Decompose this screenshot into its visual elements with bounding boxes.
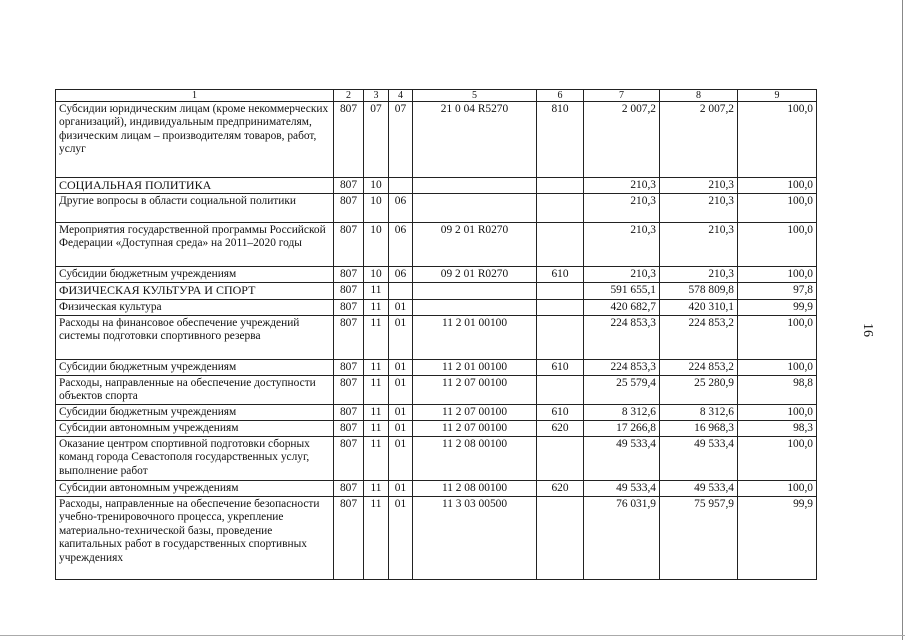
expense-type-cell — [537, 376, 584, 405]
table-row — [56, 267, 817, 283]
table-row — [56, 421, 817, 437]
ministry-code-cell: 807 — [334, 376, 364, 405]
row-name-cell: ФИЗИЧЕСКАЯ КУЛЬТУРА И СПОРТ — [56, 283, 334, 300]
target-article-cell: 09 2 01 R0270 — [413, 267, 537, 283]
section-code-cell: 11 — [364, 405, 389, 421]
planned-amount-cell: 49 533,4 — [584, 481, 660, 497]
executed-amount-cell: 2 007,2 — [660, 102, 738, 178]
execution-percent-cell: 99,9 — [738, 300, 817, 316]
section-code-cell: 10 — [364, 223, 389, 267]
execution-percent-cell: 100,0 — [738, 316, 817, 360]
execution-percent-cell: 100,0 — [738, 223, 817, 267]
budget-table — [55, 89, 817, 580]
table-row — [56, 405, 817, 421]
ministry-code-cell: 807 — [334, 421, 364, 437]
executed-amount-cell: 210,3 — [660, 267, 738, 283]
planned-amount-cell: 224 853,3 — [584, 360, 660, 376]
section-code-cell: 11 — [364, 421, 389, 437]
page-number: 16 — [860, 323, 875, 337]
executed-amount-cell: 210,3 — [660, 178, 738, 194]
table-row — [56, 316, 817, 360]
target-article-cell: 11 2 07 00100 — [413, 421, 537, 437]
executed-amount-cell: 49 533,4 — [660, 437, 738, 481]
subsection-code-cell: 06 — [389, 267, 413, 283]
table-row — [56, 102, 817, 178]
row-name-cell: Другие вопросы в области социальной политики — [56, 194, 334, 223]
subsection-code-cell: 01 — [389, 360, 413, 376]
table-row — [56, 194, 817, 223]
planned-amount-cell: 210,3 — [584, 267, 660, 283]
planned-amount-cell: 224 853,3 — [584, 316, 660, 360]
row-name-cell: Субсидии бюджетным учреждениям — [56, 405, 334, 421]
target-article-cell — [413, 300, 537, 316]
executed-amount-cell: 420 310,1 — [660, 300, 738, 316]
subsection-code-cell: 06 — [389, 223, 413, 267]
executed-amount-cell: 224 853,2 — [660, 360, 738, 376]
execution-percent-cell: 100,0 — [738, 194, 817, 223]
table-row — [56, 376, 817, 405]
ministry-code-cell: 807 — [334, 267, 364, 283]
section-code-cell: 10 — [364, 194, 389, 223]
section-code-cell: 10 — [364, 178, 389, 194]
row-name-cell: Расходы, направленные на обеспечение доступности объектов спорта — [56, 376, 334, 405]
expense-type-cell — [537, 497, 584, 580]
row-name-cell: Субсидии автономным учреждениям — [56, 481, 334, 497]
executed-amount-cell: 49 533,4 — [660, 481, 738, 497]
ministry-code-cell: 807 — [334, 283, 364, 300]
execution-percent-cell: 100,0 — [738, 178, 817, 194]
table-row — [56, 360, 817, 376]
table-row — [56, 178, 817, 194]
expense-type-cell: 620 — [537, 421, 584, 437]
execution-percent-cell: 97,8 — [738, 283, 817, 300]
execution-percent-cell: 100,0 — [738, 405, 817, 421]
ministry-code-cell: 807 — [334, 437, 364, 481]
subsection-code-cell: 01 — [389, 421, 413, 437]
target-article-cell: 11 2 08 00100 — [413, 437, 537, 481]
row-name-cell: Субсидии бюджетным учреждениям — [56, 360, 334, 376]
page-edge-bottom — [0, 635, 905, 636]
target-article-cell: 11 2 07 00100 — [413, 376, 537, 405]
section-code-cell: 10 — [364, 267, 389, 283]
row-name-cell: Субсидии автономным учреждениям — [56, 421, 334, 437]
execution-percent-cell: 98,8 — [738, 376, 817, 405]
table-row — [56, 437, 817, 481]
planned-amount-cell: 210,3 — [584, 178, 660, 194]
section-code-cell: 11 — [364, 497, 389, 580]
ministry-code-cell: 807 — [334, 102, 364, 178]
subsection-code-cell: 01 — [389, 437, 413, 481]
section-code-cell: 11 — [364, 300, 389, 316]
section-code-cell: 11 — [364, 283, 389, 300]
executed-amount-cell: 16 968,3 — [660, 421, 738, 437]
planned-amount-cell: 591 655,1 — [584, 283, 660, 300]
expense-type-cell — [537, 223, 584, 267]
planned-amount-cell: 25 579,4 — [584, 376, 660, 405]
table-row — [56, 497, 817, 580]
column-number-cell: 2 — [334, 90, 364, 102]
row-name-cell: Субсидии юридическим лицам (кроме некоммерческих организаций), индивидуальным предпринимателям, физическим лицам – производителям товаров, работ, услуг — [56, 102, 334, 178]
expense-type-cell: 620 — [537, 481, 584, 497]
column-number-cell: 8 — [660, 90, 738, 102]
executed-amount-cell: 210,3 — [660, 194, 738, 223]
execution-percent-cell: 98,3 — [738, 421, 817, 437]
subsection-code-cell: 06 — [389, 194, 413, 223]
executed-amount-cell: 210,3 — [660, 223, 738, 267]
target-article-cell — [413, 283, 537, 300]
planned-amount-cell: 76 031,9 — [584, 497, 660, 580]
target-article-cell: 11 2 01 00100 — [413, 316, 537, 360]
section-code-cell: 11 — [364, 360, 389, 376]
target-article-cell — [413, 178, 537, 194]
subsection-code-cell: 01 — [389, 497, 413, 580]
section-code-cell: 11 — [364, 481, 389, 497]
target-article-cell: 21 0 04 R5270 — [413, 102, 537, 178]
table-row — [56, 481, 817, 497]
column-number-cell: 9 — [738, 90, 817, 102]
executed-amount-cell: 75 957,9 — [660, 497, 738, 580]
ministry-code-cell: 807 — [334, 316, 364, 360]
row-name-cell: Субсидии бюджетным учреждениям — [56, 267, 334, 283]
ministry-code-cell: 807 — [334, 194, 364, 223]
expense-type-cell: 610 — [537, 405, 584, 421]
executed-amount-cell: 224 853,2 — [660, 316, 738, 360]
expense-type-cell: 810 — [537, 102, 584, 178]
ministry-code-cell: 807 — [334, 178, 364, 194]
expense-type-cell: 610 — [537, 267, 584, 283]
subsection-code-cell: 01 — [389, 316, 413, 360]
table-row — [56, 223, 817, 267]
column-number-row — [56, 90, 817, 102]
ministry-code-cell: 807 — [334, 360, 364, 376]
execution-percent-cell: 100,0 — [738, 360, 817, 376]
column-number-cell: 7 — [584, 90, 660, 102]
section-code-cell: 11 — [364, 316, 389, 360]
subsection-code-cell — [389, 178, 413, 194]
section-code-cell: 07 — [364, 102, 389, 178]
subsection-code-cell: 01 — [389, 300, 413, 316]
subsection-code-cell — [389, 283, 413, 300]
planned-amount-cell: 49 533,4 — [584, 437, 660, 481]
ministry-code-cell: 807 — [334, 497, 364, 580]
ministry-code-cell: 807 — [334, 223, 364, 267]
row-name-cell: Оказание центром спортивной подготовки сборных команд города Севастополя государственных услуг, выполнение работ — [56, 437, 334, 481]
target-article-cell: 11 2 01 00100 — [413, 360, 537, 376]
expense-type-cell — [537, 194, 584, 223]
target-article-cell: 11 2 07 00100 — [413, 405, 537, 421]
expense-type-cell — [537, 178, 584, 194]
planned-amount-cell: 210,3 — [584, 223, 660, 267]
planned-amount-cell: 420 682,7 — [584, 300, 660, 316]
row-name-cell: Расходы, направленные на обеспечение безопасности учебно-тренировочного процесса, укрепление материально-технической базы, проведение капитальных работ в государственных спортивных учреждениях — [56, 497, 334, 580]
execution-percent-cell: 100,0 — [738, 481, 817, 497]
expense-type-cell — [537, 437, 584, 481]
planned-amount-cell: 2 007,2 — [584, 102, 660, 178]
subsection-code-cell: 01 — [389, 481, 413, 497]
execution-percent-cell: 100,0 — [738, 102, 817, 178]
section-code-cell: 11 — [364, 376, 389, 405]
ministry-code-cell: 807 — [334, 481, 364, 497]
subsection-code-cell: 01 — [389, 405, 413, 421]
ministry-code-cell: 807 — [334, 405, 364, 421]
target-article-cell: 11 3 03 00500 — [413, 497, 537, 580]
execution-percent-cell: 100,0 — [738, 267, 817, 283]
execution-percent-cell: 100,0 — [738, 437, 817, 481]
target-article-cell: 11 2 08 00100 — [413, 481, 537, 497]
execution-percent-cell: 99,9 — [738, 497, 817, 580]
subsection-code-cell: 01 — [389, 376, 413, 405]
row-name-cell: Физическая культура — [56, 300, 334, 316]
section-code-cell: 11 — [364, 437, 389, 481]
planned-amount-cell: 210,3 — [584, 194, 660, 223]
planned-amount-cell: 8 312,6 — [584, 405, 660, 421]
row-name-cell: СОЦИАЛЬНАЯ ПОЛИТИКА — [56, 178, 334, 194]
row-name-cell: Расходы на финансовое обеспечение учреждений системы подготовки спортивного резерва — [56, 316, 334, 360]
column-number-cell: 6 — [537, 90, 584, 102]
expense-type-cell — [537, 316, 584, 360]
column-number-cell: 5 — [413, 90, 537, 102]
column-number-cell: 3 — [364, 90, 389, 102]
target-article-cell: 09 2 01 R0270 — [413, 223, 537, 267]
table-row — [56, 283, 817, 300]
expense-type-cell — [537, 300, 584, 316]
column-number-cell: 4 — [389, 90, 413, 102]
column-number-cell: 1 — [56, 90, 334, 102]
page-edge-right — [902, 0, 903, 640]
planned-amount-cell: 17 266,8 — [584, 421, 660, 437]
expense-type-cell — [537, 283, 584, 300]
row-name-cell: Мероприятия государственной программы Российской Федерации «Доступная среда» на 2011–2020 годы — [56, 223, 334, 267]
executed-amount-cell: 25 280,9 — [660, 376, 738, 405]
expense-type-cell: 610 — [537, 360, 584, 376]
table-row — [56, 300, 817, 316]
executed-amount-cell: 578 809,8 — [660, 283, 738, 300]
subsection-code-cell: 07 — [389, 102, 413, 178]
executed-amount-cell: 8 312,6 — [660, 405, 738, 421]
target-article-cell — [413, 194, 537, 223]
ministry-code-cell: 807 — [334, 300, 364, 316]
